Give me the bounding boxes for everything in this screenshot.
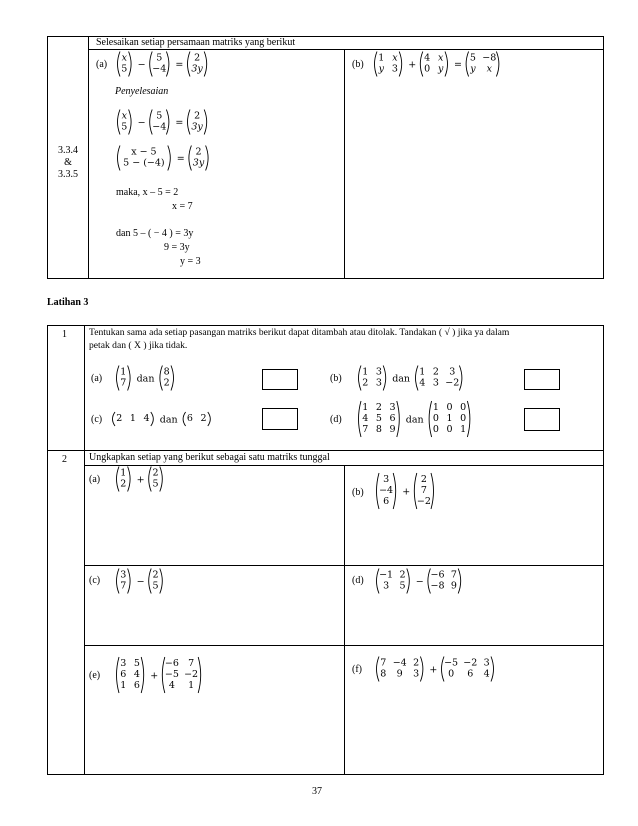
q2b-matrix-0-cell: −4: [379, 485, 394, 496]
q1d-matrix-2-cell: 0: [460, 402, 467, 413]
b-equation-matrix-2-cell: 0: [424, 63, 431, 75]
a-equation-op-3: =: [175, 59, 184, 71]
q2c-matrix-0-cell: 7: [120, 580, 127, 592]
q1a-matrix-0: [117, 366, 131, 391]
q1d-matrix-0-cell: 5: [375, 413, 382, 424]
a-equation-matrix-0-left-paren: [118, 52, 121, 77]
b-equation-matrix-4-cell: −8: [482, 52, 497, 64]
q2c-op-1: −: [136, 576, 145, 588]
q2d-matrix-2-right-paren: [458, 569, 461, 594]
q1b-matrix-2-cell: 4: [419, 377, 426, 389]
q1c-op-1: dan: [159, 414, 178, 426]
step2-matrix-0-right-paren: [168, 146, 171, 171]
q2f-matrix-2-right-paren: [491, 657, 494, 682]
q1c-matrix-2-right-paren: [208, 412, 211, 426]
q1c-matrix-0-cell: 2: [116, 413, 123, 424]
q2b-matrix-2-cell: −2: [416, 496, 431, 507]
b-equation-matrix-0-cell: x: [392, 52, 398, 64]
q1-instruction-line1: Tentukan sama ada setiap pasangan matriks berikut dapat ditambah atau ditolak. Tandakan ( √ ) jika ya dalam: [89, 327, 510, 338]
q1a-matrix-2-right-paren: [171, 366, 174, 391]
solution-line-1: maka, x – 5 = 2: [116, 187, 179, 198]
q1b-matrix-2-cell: 3: [432, 377, 439, 389]
q1b-matrix-0-cell: 2: [362, 377, 369, 389]
b-equation-matrix-0-cell: 3: [391, 63, 398, 75]
q2f-label: (f): [352, 664, 362, 675]
q1b-matrix-0-right-paren: [383, 366, 386, 391]
q2d-matrix-0-cell: 5: [399, 580, 406, 592]
q1d-matrix-0-cell: 4: [362, 413, 369, 424]
q2f-matrix-0-cell: 8: [380, 668, 387, 680]
q2f-op-1: +: [429, 664, 438, 676]
q2e-matrix-2-cell: −2: [184, 669, 199, 680]
step1-matrix-4: [188, 110, 207, 135]
q2a-matrix-0-cell: 2: [120, 478, 127, 490]
step1-op-3: =: [175, 117, 184, 129]
q1d-matrix-0-cell: 2: [375, 402, 382, 413]
q2c-matrix-0: [117, 569, 131, 594]
step2-matrix-2-right-paren: [206, 146, 209, 171]
page-number: 37: [312, 786, 322, 797]
q2e-matrix-2-cell: 1: [188, 680, 195, 691]
q1b-matrix-2-cell: 1: [419, 366, 426, 378]
step2-matrix-2: [189, 146, 208, 171]
q2a-matrix-0-right-paren: [128, 467, 131, 492]
q2a-matrix-0-left-paren: [117, 467, 120, 492]
table2-bottom-border: [47, 774, 604, 775]
q2e-matrix-0-cell: 5: [133, 658, 140, 669]
step1-matrix-0-cell: 5: [121, 121, 128, 133]
step2-matrix-0-cell: 5 − (−4): [123, 157, 165, 169]
a-equation-matrix-2: [150, 52, 169, 77]
q2a-matrix-2-cell: 2: [152, 467, 159, 479]
step1-matrix-2-cell: −4: [152, 121, 167, 133]
step2-matrix-2-cell: 3y: [192, 157, 205, 169]
q1a-op-1: dan: [136, 373, 155, 385]
q2d-op-1: −: [415, 576, 424, 588]
b-equation-op-3: =: [454, 59, 462, 71]
q1d-matrix-2-cell: 0: [446, 424, 453, 435]
q1c-matrix-0-right-paren: [151, 412, 154, 426]
q1c-matrix-0-left-paren: [113, 412, 116, 426]
q2f-matrix-2: [442, 657, 494, 682]
table2-left-border: [47, 325, 48, 775]
q2c-label: (c): [89, 575, 101, 586]
solution-line-3: dan 5 – ( − 4 ) = 3y: [116, 228, 194, 239]
step1-matrix-0-left-paren: [118, 110, 121, 135]
b-equation-matrix-4-left-paren: [466, 52, 469, 77]
q1d-label: (d): [330, 414, 342, 425]
q1d-matrix-0-cell: 6: [389, 413, 396, 424]
table2-right-border: [603, 325, 604, 775]
q2d-matrix-2: [428, 569, 461, 594]
q1c-label: (c): [91, 414, 103, 425]
q2a-matrix-2-right-paren: [160, 467, 163, 492]
q1d-matrix-2-cell: 1: [432, 402, 439, 413]
q1a-matrix-2: [160, 366, 174, 391]
q1d-matrix-2-cell: 1: [446, 413, 453, 424]
q1d-matrix-2-left-paren: [429, 401, 432, 437]
q2f-matrix-2-cell: 6: [467, 668, 474, 680]
q2e-matrix-0-cell: 4: [133, 669, 140, 680]
q1d-matrix-0-cell: 8: [375, 424, 382, 435]
q2c-matrix-2-right-paren: [160, 569, 163, 594]
step1-matrix-4-cell: 2: [194, 110, 201, 122]
q1d-matrix-2: [429, 401, 470, 437]
step1-matrix-2-cell: 5: [156, 110, 163, 122]
q1b-matrix-2-cell: 2: [432, 366, 439, 378]
q2a-matrix-2-cell: 5: [152, 478, 159, 490]
b-equation-matrix-2-cell: 4: [424, 52, 431, 64]
q1c-matrix-0-cell: 4: [143, 413, 150, 424]
q2e-matrix-0-left-paren: [117, 657, 120, 693]
a-equation-matrix-0-cell: 5: [121, 63, 128, 75]
q1d-matrix-2-right-paren: [467, 401, 470, 437]
q1b-matrix-2-cell: −2: [445, 377, 460, 389]
a-equation-matrix-2-cell: −4: [152, 63, 167, 75]
q1b-op-1: dan: [392, 373, 411, 385]
q2e-matrix-0-cell: 6: [120, 669, 127, 680]
q2e-matrix-2-cell: 4: [168, 680, 175, 691]
q1b-matrix-2-cell: 3: [449, 366, 456, 378]
q1d-matrix-0-left-paren: [359, 401, 362, 437]
q1a-matrix-0-cell: 7: [120, 377, 127, 389]
q2d-matrix-2-cell: −6: [430, 569, 445, 581]
q1a-matrix-0-left-paren: [117, 366, 120, 391]
q1d-matrix-0: [359, 401, 400, 437]
b-equation-matrix-4-cell: x: [486, 63, 492, 75]
b-equation-matrix-0-cell: y: [378, 63, 384, 75]
q2b-matrix-0-right-paren: [393, 473, 396, 509]
b-equation-matrix-4: [466, 52, 499, 77]
q2-instruction: Ungkapkan setiap yang berikut sebagai satu matriks tunggal: [89, 452, 330, 463]
q2f-matrix-0-left-paren: [377, 657, 380, 682]
q2f-matrix-0-right-paren: [420, 657, 423, 682]
table1-instruction: Selesaikan setiap persamaan matriks yang berikut: [96, 37, 296, 48]
part-a-label: (a): [96, 59, 108, 70]
step2-matrix-2-cell: 2: [195, 146, 202, 158]
q2f-matrix-2-cell: −5: [444, 657, 459, 669]
q1d-matrix-0-cell: 1: [362, 402, 369, 413]
q1d-matrix-2-cell: 1: [460, 424, 467, 435]
q2c-matrix-0-cell: 3: [120, 569, 127, 581]
q1b-matrix-2: [416, 366, 462, 391]
q1b-matrix-0-left-paren: [359, 366, 362, 391]
q1c-matrix-0: [113, 412, 154, 426]
b-equation-matrix-0-cell: 1: [378, 52, 385, 64]
q1b-matrix-0-cell: 3: [375, 366, 382, 378]
b-equation-matrix-4-cell: 5: [469, 52, 476, 64]
step1-matrix-4-right-paren: [204, 110, 207, 135]
q2d-matrix-2-cell: −8: [430, 580, 445, 592]
q1a-matrix-2-cell: 8: [163, 366, 170, 378]
q2f-matrix-2-cell: 0: [448, 668, 455, 680]
q1b-matrix-0: [359, 366, 386, 391]
q1d-matrix-2-cell: 0: [460, 413, 467, 424]
step1-matrix-2: [150, 110, 169, 135]
a-equation-matrix-2-right-paren: [166, 52, 169, 77]
a-equation-matrix-0: [118, 52, 132, 77]
q2f-matrix-2-cell: 3: [483, 657, 490, 669]
q2c-matrix-2-cell: 2: [152, 569, 159, 581]
q2e-op-1: +: [150, 670, 159, 682]
q2b-label: (b): [352, 487, 364, 498]
b-equation-matrix-2-cell: x: [438, 52, 444, 64]
q2e-matrix-2-cell: −6: [164, 658, 179, 669]
q1d-matrix-0-cell: 7: [362, 424, 369, 435]
q1c-matrix-2-cell: 2: [200, 413, 207, 424]
table2-q1-bottom: [47, 450, 604, 451]
b-equation-matrix-4-right-paren: [496, 52, 499, 77]
q1c-matrix-2: [183, 412, 210, 426]
solution-line-2: x = 7: [172, 201, 193, 212]
solution-line-4: 9 = 3y: [164, 242, 190, 253]
solution-line-5: y = 3: [180, 256, 201, 267]
q2a-matrix-2: [149, 467, 163, 492]
q1c-answer-box[interactable]: [262, 408, 298, 430]
table2-number-divider: [84, 325, 85, 775]
q2b-matrix-2-cell: 2: [420, 474, 427, 485]
q1d-matrix-0-cell: 3: [389, 402, 396, 413]
b-equation-matrix-2: [420, 52, 447, 77]
q2e-matrix-2-cell: −5: [164, 669, 179, 680]
a-equation-matrix-0-right-paren: [129, 52, 132, 77]
step1-op-1: −: [137, 117, 146, 129]
q2f-matrix-2-cell: −2: [463, 657, 478, 669]
q2e-matrix-0-cell: 6: [133, 680, 140, 691]
q1a-label: (a): [91, 373, 103, 384]
q1c-matrix-2-left-paren: [183, 412, 186, 426]
q2c-matrix-0-right-paren: [128, 569, 131, 594]
q1d-answer-box[interactable]: [524, 408, 560, 431]
q1a-matrix-0-cell: 1: [120, 366, 127, 378]
q1c-matrix-2-cell: 6: [186, 413, 193, 424]
step2-op-1: =: [176, 153, 185, 165]
q2-number: 2: [62, 454, 67, 465]
q1d-matrix-0-cell: 9: [389, 424, 396, 435]
step1-matrix-0-cell: x: [121, 110, 127, 122]
q2e-matrix-2-cell: 7: [188, 658, 195, 669]
step1-matrix-4-left-paren: [188, 110, 191, 135]
b-equation-matrix-4-cell: y: [470, 63, 476, 75]
q1b-matrix-0-cell: 3: [375, 377, 382, 389]
a-equation-matrix-4-right-paren: [204, 52, 207, 77]
table2-top-border: [47, 325, 604, 326]
q2d-matrix-2-cell: 9: [450, 580, 457, 592]
q1b-answer-box[interactable]: [524, 369, 560, 390]
q2e-matrix-0: [117, 657, 144, 693]
b-equation-matrix-2-left-paren: [420, 52, 423, 77]
a-equation-matrix-4-cell: 2: [194, 52, 201, 64]
section-code: 3.3.4 & 3.3.5: [58, 145, 78, 180]
q2b-matrix-0-cell: 6: [383, 496, 390, 507]
b-equation-matrix-0: [375, 52, 402, 77]
q2a-matrix-0: [117, 467, 131, 492]
b-equation-matrix-0-left-paren: [375, 52, 378, 77]
q2b-matrix-0: [377, 473, 396, 509]
b-equation-matrix-2-cell: y: [438, 63, 444, 75]
q2c-matrix-2-left-paren: [149, 569, 152, 594]
step1-matrix-0: [118, 110, 132, 135]
q2d-matrix-2-cell: 7: [450, 569, 457, 581]
q2e-matrix-2-right-paren: [198, 657, 201, 693]
a-equation-matrix-4: [188, 52, 207, 77]
q2d-matrix-0-cell: −1: [379, 569, 394, 581]
q1b-matrix-2-left-paren: [416, 366, 419, 391]
q2c-matrix-2-cell: 5: [152, 580, 159, 592]
q1c-matrix-0-cell: 1: [129, 413, 136, 424]
step2-matrix-0-cell: x − 5: [131, 146, 157, 158]
a-equation-matrix-4-cell: 3y: [191, 63, 203, 75]
q2e-matrix-0-cell: 1: [120, 680, 127, 691]
part-b-label: (b): [352, 59, 364, 70]
q2f-matrix-0-cell: 2: [413, 657, 420, 669]
q1a-answer-box[interactable]: [262, 369, 298, 390]
q2a-op-1: +: [136, 474, 145, 486]
a-equation-matrix-4-left-paren: [188, 52, 191, 77]
q2d-matrix-0-cell: 3: [383, 580, 390, 592]
q2a-matrix-0-cell: 1: [120, 467, 127, 479]
q1d-matrix-2-cell: 0: [446, 402, 453, 413]
q2f-matrix-0: [377, 657, 423, 682]
q2e-matrix-0-cell: 3: [120, 658, 127, 669]
q2b-op-1: +: [402, 486, 411, 498]
step2-matrix-0: [118, 146, 171, 171]
q2c-matrix-2: [149, 569, 163, 594]
latihan-title: Latihan 3: [47, 297, 89, 308]
a-equation-matrix-0-cell: x: [121, 52, 127, 64]
q2e-matrix-2: [162, 657, 200, 693]
q2d-label: (d): [352, 575, 364, 586]
q1b-matrix-2-right-paren: [459, 366, 462, 391]
a-equation-op-1: −: [137, 59, 146, 71]
step1-matrix-0-right-paren: [129, 110, 132, 135]
b-equation-matrix-2-right-paren: [445, 52, 448, 77]
q2c-matrix-0-left-paren: [117, 569, 120, 594]
q2d-matrix-0: [377, 569, 410, 594]
q2a-label: (a): [89, 474, 101, 485]
q2b-matrix-2: [414, 473, 433, 509]
q2e-label: (e): [89, 670, 101, 681]
step1-matrix-2-right-paren: [166, 110, 169, 135]
q1d-matrix-0-right-paren: [397, 401, 400, 437]
q1d-matrix-2-cell: 0: [432, 413, 439, 424]
q1d-matrix-2-cell: 0: [432, 424, 439, 435]
q1d-op-1: dan: [405, 414, 424, 426]
q2f-matrix-0-cell: −4: [392, 657, 407, 669]
q1-instruction-line2: petak dan ( X ) jika tidak.: [89, 340, 188, 351]
b-equation-matrix-0-right-paren: [399, 52, 402, 77]
solution-heading: Penyelesaian: [115, 86, 169, 97]
q2d-matrix-0-right-paren: [407, 569, 410, 594]
q2f-matrix-0-cell: 7: [380, 657, 387, 669]
step2-matrix-0-left-paren: [118, 146, 121, 171]
q1-number: 1: [62, 329, 67, 340]
q2b-matrix-2-right-paren: [431, 473, 434, 509]
q1a-matrix-0-right-paren: [128, 366, 131, 391]
q2b-matrix-2-cell: 7: [420, 485, 427, 496]
q2f-matrix-0-cell: 3: [413, 668, 420, 680]
q1a-matrix-2-cell: 2: [163, 377, 170, 389]
q1b-label: (b): [330, 373, 342, 384]
q2b-matrix-0-cell: 3: [383, 474, 390, 485]
q2e-matrix-0-right-paren: [141, 657, 144, 693]
table2-mid-divider: [344, 465, 345, 775]
a-equation-matrix-2-cell: 5: [156, 52, 163, 64]
step1-matrix-4-cell: 3y: [191, 121, 203, 133]
q2f-matrix-2-cell: 4: [483, 668, 490, 680]
q1a-matrix-2-left-paren: [160, 366, 163, 391]
q2f-matrix-0-cell: 9: [396, 668, 403, 680]
q2d-matrix-0-cell: 2: [399, 569, 406, 581]
q1b-matrix-0-cell: 1: [362, 366, 369, 378]
q2a-matrix-2-left-paren: [149, 467, 152, 492]
b-equation-op-1: +: [408, 59, 417, 71]
step2-matrix-2-left-paren: [189, 146, 192, 171]
